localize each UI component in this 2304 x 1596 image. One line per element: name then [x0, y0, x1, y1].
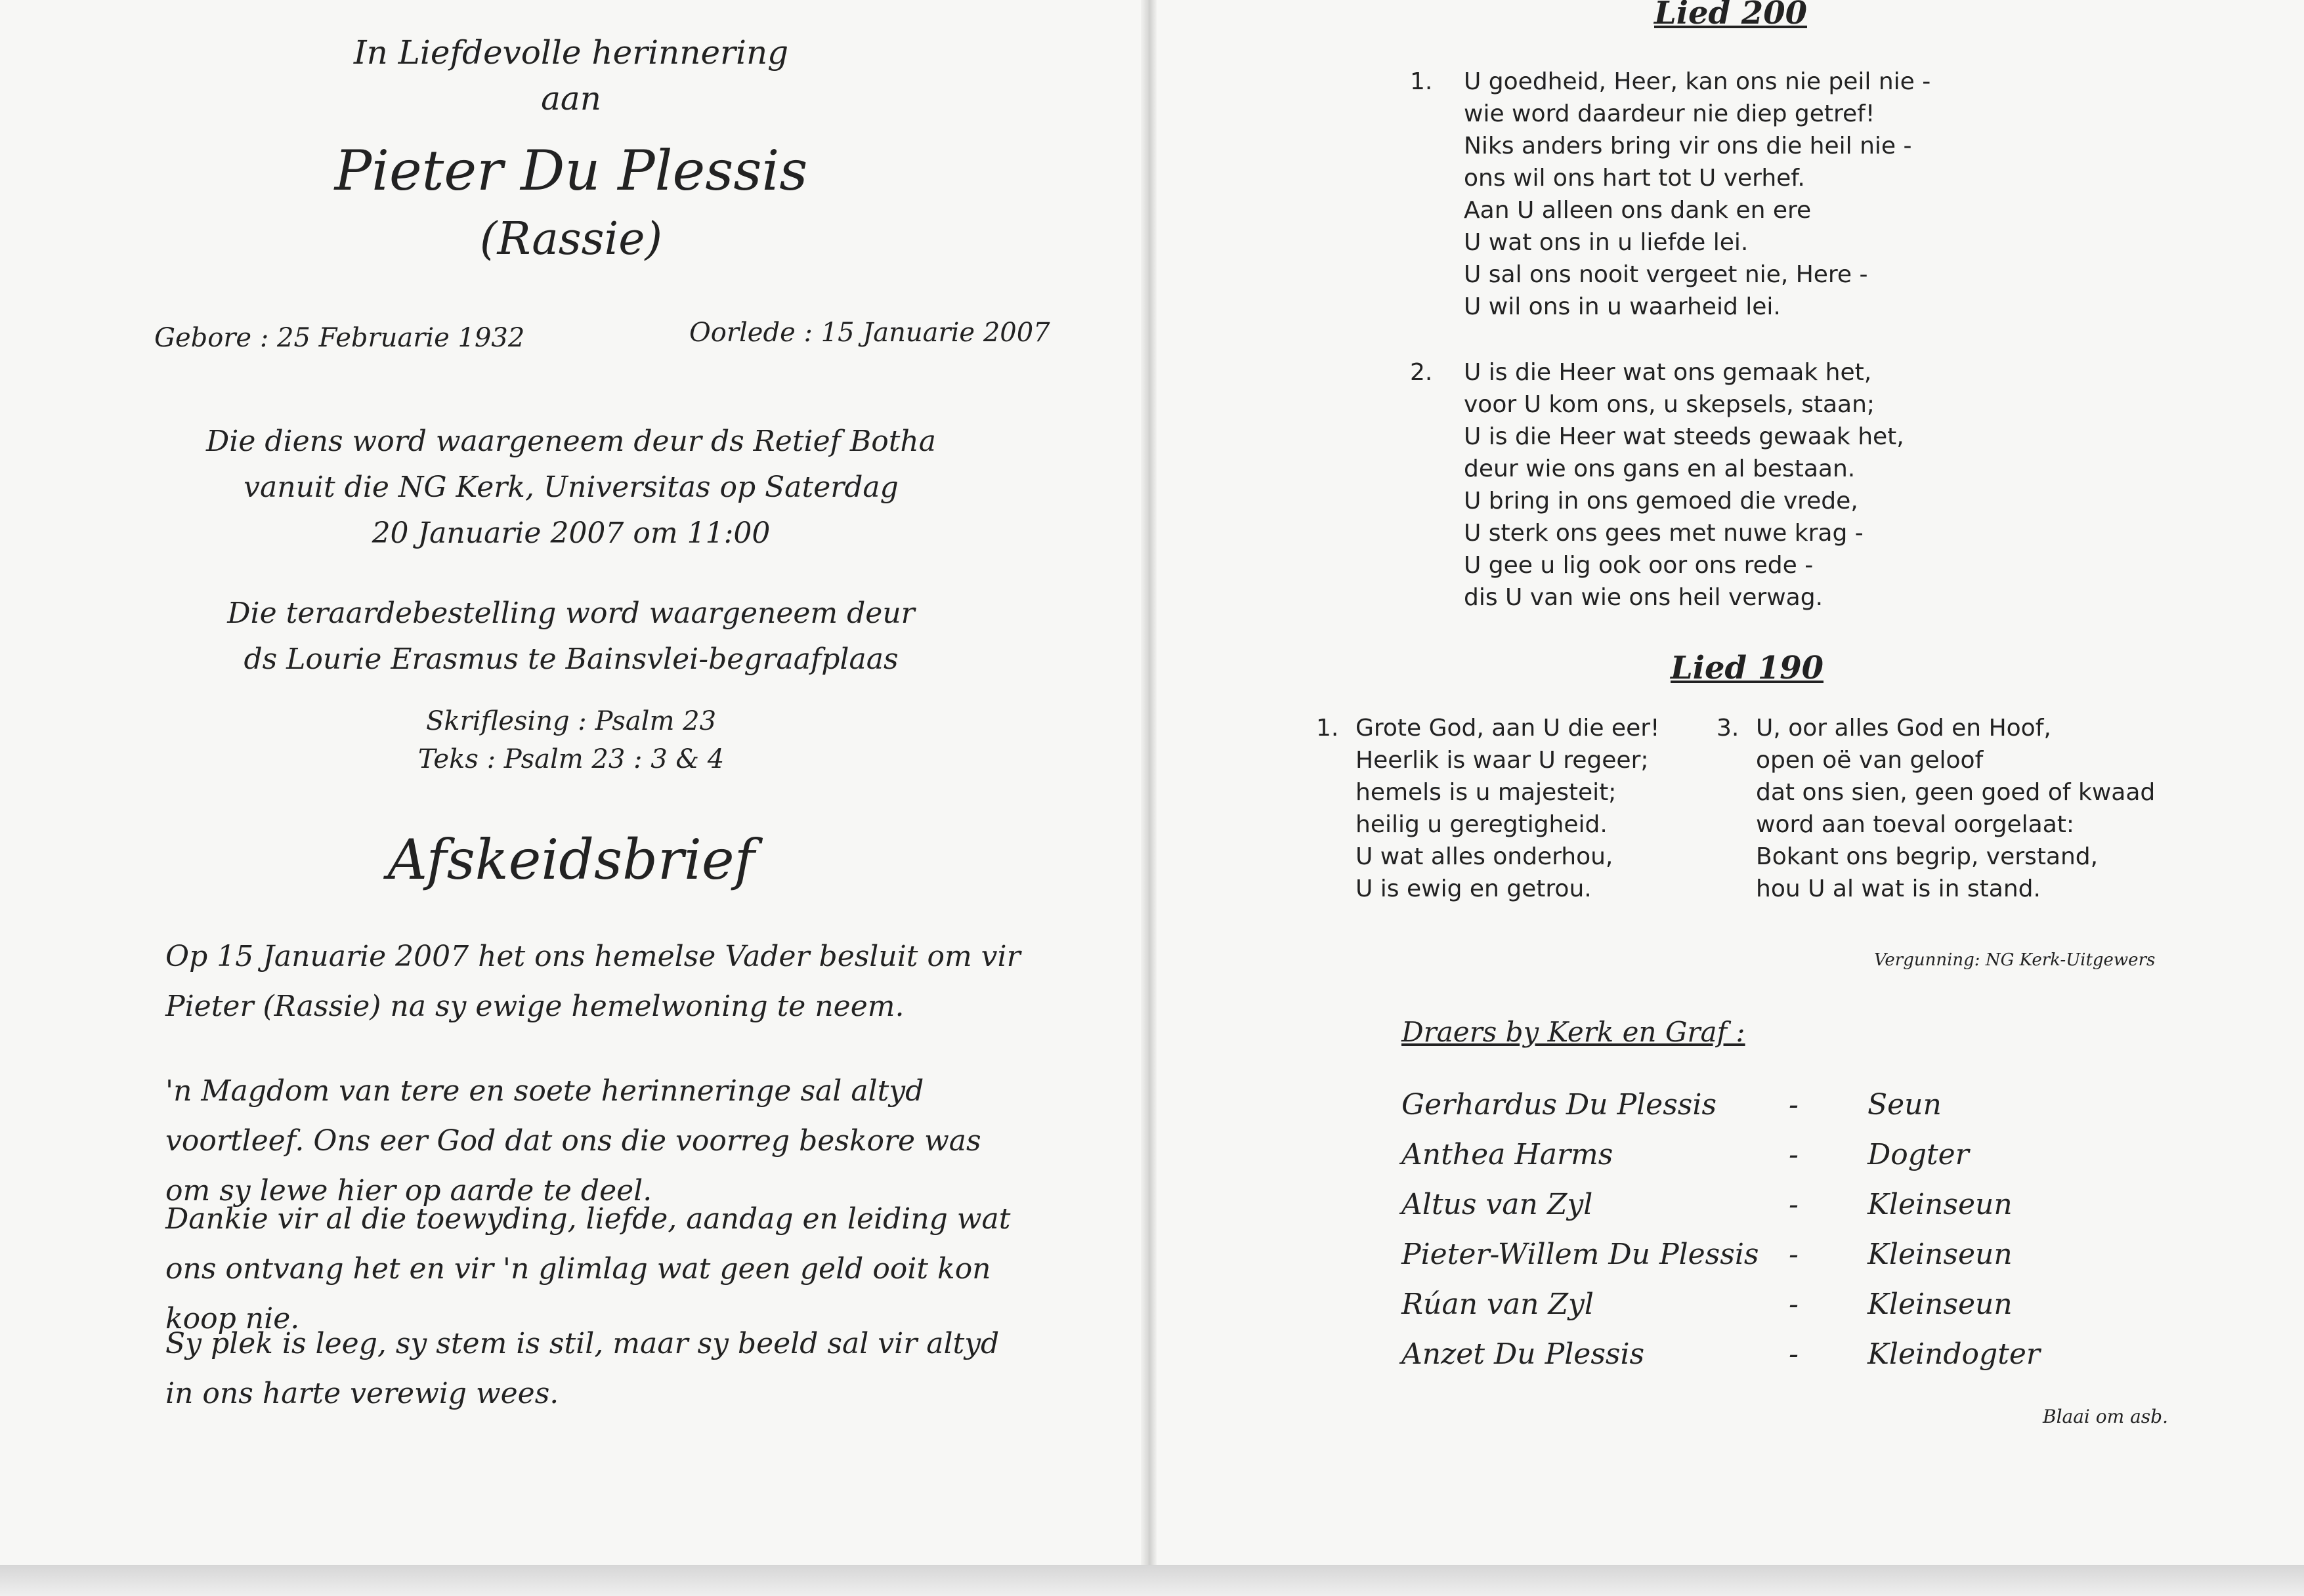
burial-line: ds Lourie Erasmus te Bainsvlei-begraafplaas	[244, 642, 899, 676]
verse-number: 2.	[1410, 359, 1433, 386]
verse-line: U, oor alles God en Hoof,	[1756, 715, 2051, 742]
verse-line: heilig u geregtigheid.	[1355, 811, 1608, 838]
hymn-200-verse-2	[1410, 356, 2001, 614]
farewell-paragraph: Op 15 Januarie 2007 het ons hemelse Vader besluit om vir Pieter (Rassie) na sy ewige hemelwoning te neem.	[165, 940, 1021, 1023]
hymn-190-verse-3	[1717, 712, 2242, 905]
page-fold	[1141, 0, 1157, 1575]
pallbearer-row	[1401, 1238, 2058, 1288]
farewell-letter-title: Afskeidsbrief	[387, 828, 755, 892]
verse-number: 1.	[1410, 68, 1433, 95]
verse-line: U is die Heer wat ons gemaak het,	[1464, 359, 1872, 386]
verse-line: voor U kom ons, u skepsels, staan;	[1464, 391, 1875, 418]
farewell-paragraph: Sy plek is leeg, sy stem is stil, maar sy beeld sal vir altyd in ons harte verewig wees.	[165, 1327, 1000, 1410]
memorial-heading	[263, 30, 880, 121]
verse-line: dis U van wie ons heil verwag.	[1464, 584, 1824, 611]
pallbearer-dash: -	[1789, 1088, 1799, 1122]
pallbearers-list	[1401, 1088, 2058, 1387]
verse-line: hou U al wat is in stand.	[1756, 875, 2041, 902]
pallbearer-dash: -	[1789, 1238, 1799, 1271]
service-line: 20 Januarie 2007 om 11:00	[372, 516, 771, 550]
pallbearer-name: Anthea Harms	[1401, 1138, 1613, 1171]
verse-line: deur wie ons gans en al bestaan.	[1464, 455, 1856, 482]
hymn-200-title: Lied 200	[1654, 0, 1807, 32]
hymn-190-verse-1	[1316, 712, 1710, 905]
pallbearer-relation: Kleindogter	[1867, 1337, 2040, 1371]
verse-line: U goedheid, Heer, kan ons nie peil nie -	[1464, 68, 1931, 95]
pallbearer-relation: Seun	[1867, 1088, 1942, 1122]
verse-line: Grote God, aan U die eer!	[1355, 715, 1660, 742]
verse-line: Heerlik is waar U regeer;	[1355, 747, 1649, 774]
pallbearer-relation: Dogter	[1867, 1138, 1969, 1171]
memorial-heading-line2: aan	[541, 79, 601, 117]
hymn-200-verse-1	[1410, 66, 2001, 323]
service-line: Die diens word waargeneem deur ds Retief Botha	[206, 425, 936, 458]
verse-line: U wat ons in u liefde lei.	[1464, 229, 1749, 256]
pallbearer-name: Pieter-Willem Du Plessis	[1401, 1238, 1759, 1271]
birth-date: Gebore : 25 Februarie 1932	[154, 323, 525, 353]
service-details	[131, 419, 1011, 556]
pallbearer-row	[1401, 1188, 2058, 1238]
death-date: Oorlede : 15 Januarie 2007	[689, 318, 1050, 348]
pallbearer-relation: Kleinseun	[1867, 1188, 2013, 1221]
pallbearer-name: Rúan van Zyl	[1401, 1288, 1594, 1321]
verse-number: 3.	[1717, 715, 1739, 742]
pallbearer-row	[1401, 1088, 2058, 1138]
hymn-190-title: Lied 190	[1671, 650, 1824, 686]
hymn-license: Vergunning: NG Kerk-Uitgewers	[1874, 950, 2156, 970]
turn-over-note: Blaai om asb.	[2043, 1406, 2168, 1427]
verse-line: U gee u lig ook oor ons rede -	[1464, 552, 1814, 579]
verse-number: 1.	[1316, 715, 1339, 742]
pallbearer-relation: Kleinseun	[1867, 1238, 2013, 1271]
deceased-nickname: (Rassie)	[479, 213, 663, 265]
verse-line: U sterk ons gees met nuwe krag -	[1464, 520, 1864, 547]
verse-line: wie word daardeur nie diep getref!	[1464, 100, 1875, 127]
deceased-name: Pieter Du Plessis	[334, 138, 808, 203]
verse-line: hemels is u majesteit;	[1355, 779, 1617, 806]
farewell-paragraph: 'n Magdom van tere en soete herinneringe sal altyd voortleef. Ons eer God dat ons die voorreg beskore was om sy lewe hier op aarde te deel.	[165, 1074, 981, 1208]
verse-line: Aan U alleen ons dank en ere	[1464, 197, 1812, 224]
service-line: vanuit die NG Kerk, Universitas op Saterdag	[244, 471, 899, 504]
scripture-details	[131, 702, 1011, 778]
scripture-text: Teks : Psalm 23 : 3 & 4	[417, 744, 725, 774]
pallbearer-name: Altus van Zyl	[1401, 1188, 1593, 1221]
pallbearer-row	[1401, 1288, 2058, 1337]
verse-line: word aan toeval oorgelaat:	[1756, 811, 2074, 838]
pallbearer-row	[1401, 1138, 2058, 1188]
burial-line: Die teraardebestelling word waargeneem deur	[227, 597, 915, 630]
memorial-heading-line1: In Liefdevolle herinnering	[353, 33, 789, 72]
verse-line: U wat alles onderhou,	[1355, 843, 1613, 870]
verse-line: U wil ons in u waarheid lei.	[1464, 293, 1781, 320]
pallbearer-dash: -	[1789, 1337, 1799, 1371]
verse-line: ons wil ons hart tot U verhef.	[1464, 165, 1805, 192]
verse-line: Niks anders bring vir ons die heil nie -	[1464, 133, 1912, 159]
scan-bottom-edge	[0, 1565, 2304, 1596]
verse-line: U is ewig en getrou.	[1355, 875, 1592, 902]
pallbearer-name: Anzet Du Plessis	[1401, 1337, 1645, 1371]
verse-line: U is die Heer wat steeds gewaak het,	[1464, 423, 1904, 450]
pallbearer-dash: -	[1789, 1138, 1799, 1171]
verse-line: U bring in ons gemoed die vrede,	[1464, 488, 1858, 514]
pallbearer-relation: Kleinseun	[1867, 1288, 2013, 1321]
pallbearer-dash: -	[1789, 1188, 1799, 1221]
scripture-reading: Skriflesing : Psalm 23	[425, 706, 717, 736]
burial-details	[131, 591, 1011, 682]
farewell-paragraph: Dankie vir al die toewyding, liefde, aandag en leiding wat ons ontvang het en vir 'n glimlag wat geen geld ooit kon koop nie.	[165, 1202, 1011, 1335]
verse-line: open oë van geloof	[1756, 747, 1984, 774]
verse-line: dat ons sien, geen goed of kwaad	[1756, 779, 2156, 806]
pallbearer-row	[1401, 1337, 2058, 1387]
verse-line: Bokant ons begrip, verstand,	[1756, 843, 2099, 870]
verse-line: U sal ons nooit vergeet nie, Here -	[1464, 261, 1868, 288]
pallbearers-title: Draers by Kerk en Graf :	[1401, 1016, 1745, 1048]
pallbearer-dash: -	[1789, 1288, 1799, 1321]
pallbearer-name: Gerhardus Du Plessis	[1401, 1088, 1717, 1122]
